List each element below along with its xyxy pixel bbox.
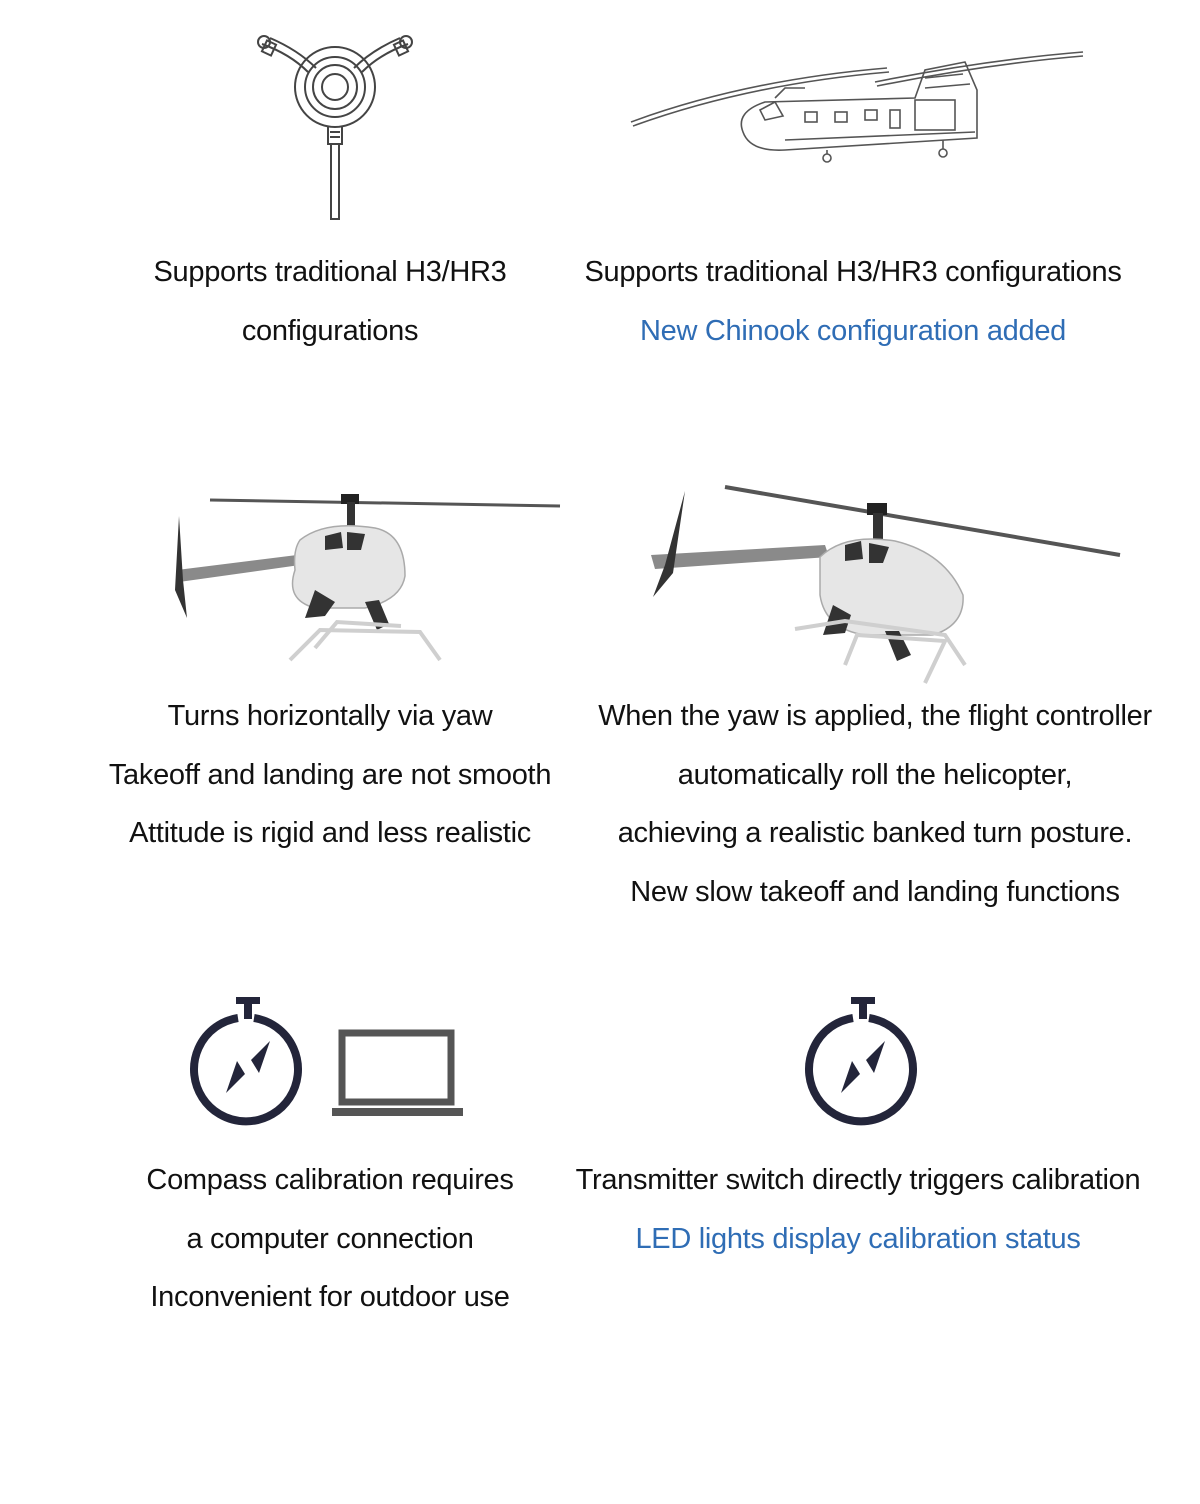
rotor-head-drawing bbox=[250, 32, 420, 222]
helicopter-level-image bbox=[165, 490, 565, 670]
caption-line: Turns horizontally via yaw bbox=[167, 700, 493, 732]
caption-traditional-left bbox=[80, 243, 580, 360]
caption-line: Compass calibration requires bbox=[146, 1164, 514, 1196]
caption-line: Supports traditional H3/HR3 bbox=[153, 256, 507, 288]
chinook-helicopter-drawing bbox=[625, 40, 1090, 170]
caption-line: Supports traditional H3/HR3 configurations bbox=[584, 256, 1122, 288]
caption-banked-right bbox=[560, 687, 1190, 921]
caption-computer-left bbox=[80, 1151, 580, 1327]
caption-transmitter-right bbox=[543, 1151, 1173, 1268]
compass-icon bbox=[188, 995, 308, 1125]
caption-highlight: New Chinook configuration added bbox=[640, 314, 1066, 347]
caption-line: Inconvenient for outdoor use bbox=[150, 1281, 510, 1313]
caption-level-left bbox=[60, 687, 600, 863]
caption-line: New slow takeoff and landing functions bbox=[630, 875, 1120, 908]
caption-line: Transmitter switch directly triggers calibration bbox=[575, 1164, 1141, 1196]
caption-line: When the yaw is applied, the flight controller bbox=[598, 700, 1152, 732]
caption-line: Attitude is rigid and less realistic bbox=[129, 817, 531, 849]
compass-icon bbox=[803, 995, 923, 1125]
caption-line: configurations bbox=[241, 314, 419, 347]
caption-line: Takeoff and landing are not smooth bbox=[108, 758, 552, 791]
caption-line: achieving a realistic banked turn posture. bbox=[617, 817, 1133, 849]
caption-line: a computer connection bbox=[186, 1222, 474, 1255]
caption-line: automatically roll the helicopter, bbox=[677, 758, 1073, 791]
caption-chinook-right bbox=[553, 243, 1153, 360]
caption-highlight: LED lights display calibration status bbox=[635, 1222, 1081, 1255]
helicopter-banked-image bbox=[645, 485, 1125, 690]
laptop-icon bbox=[330, 1028, 465, 1120]
